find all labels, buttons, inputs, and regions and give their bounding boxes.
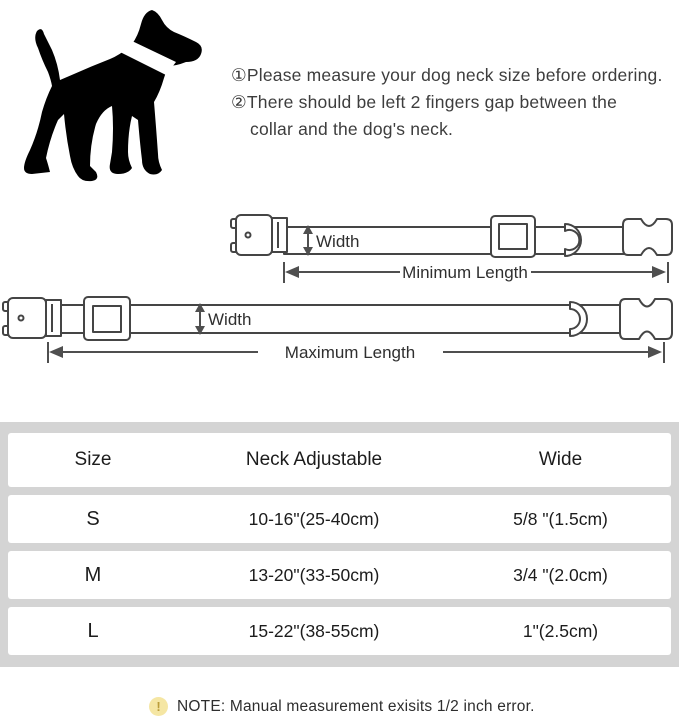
measurement-note (149, 697, 535, 716)
maximum-length-dimension (48, 342, 664, 363)
buckle-female (3, 298, 61, 338)
slider-square (491, 216, 535, 257)
note-text: NOTE: Manual measurement exisits 1/2 inch error. (177, 697, 535, 715)
dog-silhouette-image (8, 4, 208, 186)
slider-square (84, 297, 130, 340)
buckle-male (623, 219, 672, 255)
size-value: S (86, 507, 100, 530)
dog-body-shape (24, 10, 202, 181)
instruction-line-3: collar and the dog's neck. (250, 119, 454, 139)
size-table-header-row (8, 433, 671, 487)
minimum-length-label: Minimum Length (402, 263, 528, 282)
wide-value: 5/8 "(1.5cm) (513, 508, 608, 529)
size-table (0, 422, 679, 667)
size-value: L (87, 619, 99, 642)
col-header-size: Size (74, 449, 112, 470)
width-label-max: Width (208, 310, 252, 329)
wide-value: 3/4 "(2.0cm) (513, 564, 608, 585)
collar-diagram-minimum (228, 198, 679, 290)
maximum-length-label: Maximum Length (284, 343, 416, 362)
neck-value: 15-22"(38-55cm) (248, 620, 380, 641)
minimum-length-dimension (284, 262, 668, 283)
collar-diagram-maximum (0, 283, 679, 375)
width-label-min: Width (316, 232, 360, 251)
col-header-wide: Wide (538, 449, 583, 470)
table-row-s (8, 495, 671, 543)
neck-value: 13-20"(33-50cm) (248, 564, 380, 585)
col-header-neck-adjustable: Neck Adjustable (245, 449, 383, 470)
table-row-l (8, 607, 671, 655)
instruction-line-2: ②There should be left 2 fingers gap between the (231, 92, 618, 112)
buckle-male (620, 299, 672, 339)
neck-value: 10-16"(25-40cm) (248, 508, 380, 529)
wide-value: 1"(2.5cm) (522, 620, 599, 641)
collar-strap (58, 305, 642, 333)
size-value: M (84, 563, 102, 586)
table-row-m (8, 551, 671, 599)
instruction-line-1: ①Please measure your dog neck size before ordering. (231, 65, 663, 85)
measuring-instructions (231, 62, 677, 143)
exclamation-icon: ! (149, 697, 168, 716)
buckle-female (231, 215, 287, 255)
